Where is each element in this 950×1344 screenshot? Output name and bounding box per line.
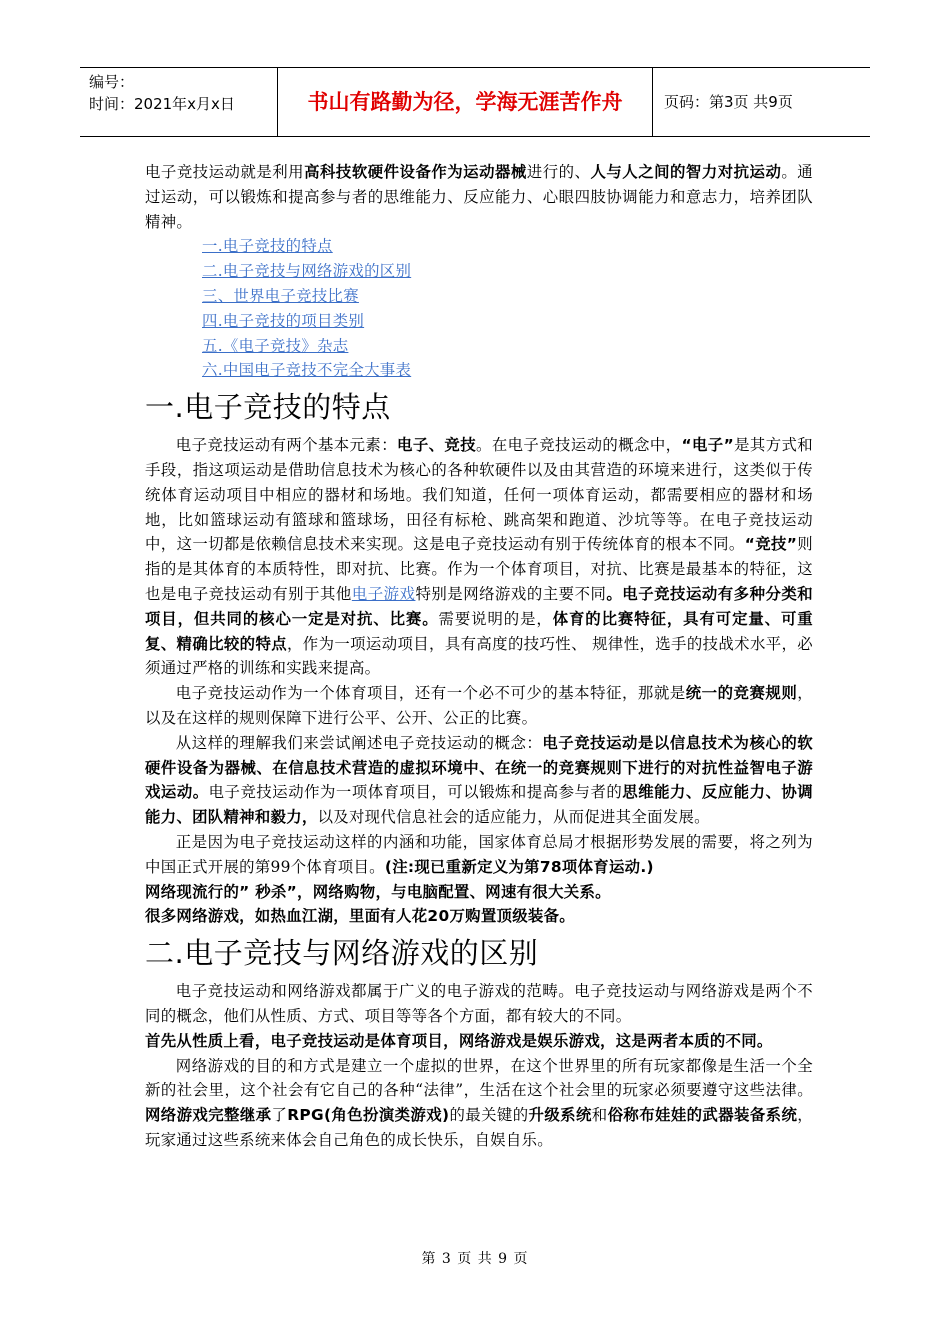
header-page-info: 页码：第3页 共9页 [664,93,793,111]
section-1-paragraph-2 [145,681,813,731]
text: 电子竞技运动作为一个体育项目，还有一个必不可少的基本特征，那就是 [175,684,686,703]
text: 正是因为电子竞技运动这样的内涵和功能，国家体育总局才根据形势发展的需要，将之列为中国正式开展的第99个体育项目。 [145,832,813,876]
bold-text: 电子竞技运动是以信息技术为核心的软硬件设备为器械、在信息技术营造的虚拟环境中、在统一的竞赛规则下进行的对抗性益智电子游戏运动。 [145,733,813,802]
toc-link-1[interactable]: 一.电子竞技的特点 [202,237,333,256]
page-footer: 第 3 页 共 9 页 [421,1251,529,1267]
bold-text: 很多网络游戏，如热血江湖，里面有人花20万购置顶级装备。 [145,907,575,926]
section-2-paragraph-2 [145,1029,813,1054]
header-motto: 书山有路勤为径，学海无涯苦作舟 [278,68,653,136]
header-meta-cell [80,68,278,136]
date-label: 时间：2021年x月x日 [89,95,235,113]
text: 需要说明的是， [438,609,553,628]
section-1-paragraph-1 [145,433,813,681]
section-2-paragraph-1: 电子竞技运动和网络游戏都属于广义的电子游戏的范畴。电子竞技运动与网络游戏是两个不同的概念，他们从性质、方式、项目等等各个方面，都有较大的不同。 [145,982,813,1025]
page-header [80,67,870,137]
toc-link-6[interactable]: 六.中国电子竞技不完全大事表 [202,361,412,380]
text: ，作为一项运动项目，具有高度的技巧性、 规律性，选手的技战术水平，必须通过严格的训练和实践来提高。 [145,634,813,678]
intro-text: 电子竞技运动就是利用 [145,163,305,181]
section-1-paragraph-5 [145,880,813,905]
text: 。在电子竞技运动的概念中， [476,436,682,455]
bold-text: (注:现已重新定义为第78项体育运动.) [384,857,654,876]
text: 从这样的理解我们来尝试阐述电子竞技运动的概念： [175,733,543,752]
bold-text: 电子、竞技 [397,436,477,455]
text: 的最关键的 [449,1106,529,1125]
section-2-paragraph-3 [145,1054,813,1153]
intro-bold: 人与人之间的智力对抗运动 [590,163,782,181]
bold-text: “竞技” [744,535,798,554]
table-of-contents [145,234,813,383]
text: 了 [271,1106,288,1125]
bold-text: 网络现流行的” 秒杀”，网络购物，与电脑配置、网速有很大关系。 [145,882,611,901]
text: 电子竞技运动有两个基本元素： [175,436,398,455]
number-label: 编号： [89,73,135,91]
toc-link-2[interactable]: 二.电子竞技与网络游戏的区别 [202,262,412,281]
bold-text: 网络游戏完整继承 [145,1106,272,1125]
bold-text: “电子” [681,436,734,455]
toc-link-3[interactable]: 三、世界电子竞技比赛 [202,286,359,305]
text: 则指的是其体育的本质特性，即对抗、比赛。作为一个体育项目，对抗、比赛是最基本的特征，这也是电子竞技运动有别于其他 [145,535,814,603]
section-1-paragraph-3 [145,731,813,830]
section-1-paragraph-6 [145,904,813,929]
text: 是其方式和手段，指这项运动是借助信息技术为核心的各种软硬件以及由其营造的环境来进行，这类似于传统体育运动项目中相应的器材和场地。我们知道，任何一项体育运动，都需要相应的器材和场地，比如篮球运动有篮球和篮球场，田径有标枪、跳高架和跑道、沙坑等等。在电子竞技运动中，这一切都是依赖信息技术来实现。这是电子竞技运动有别于传统体育的根本不同。 [145,436,813,554]
intro-paragraph [145,160,813,234]
intro-text: 进行的、 [526,163,591,181]
bold-text: 俗称布娃娃的武器装备系统 [607,1106,798,1125]
bold-text: 体育的比赛特征，具有可定量、可重复、精确比较的特点 [145,609,813,653]
bold-text: 升级系统 [528,1106,592,1125]
bold-text: 统一的竞赛规则 [685,684,798,703]
text: ，以及在这样的规则保障下进行公平、公开、公正的比赛。 [145,684,813,727]
bold-text: RPG(角色扮演类游戏) [287,1106,450,1125]
bold-text: 思维能力、反应能力、协调能力、团队精神和毅力， [145,783,813,827]
section-2-heading: 二.电子竞技与网络游戏的区别 [145,936,539,971]
bold-text: 首先从性质上看，电子竞技运动是体育项目，网络游戏是娱乐游戏，这是两者本质的不同。 [145,1031,773,1050]
text: 和 [591,1106,608,1125]
text: ，玩家通过这些系统来体会自己角色的成长快乐，自娱自乐。 [145,1106,813,1149]
intro-text: 。通过运动，可以锻炼和提高参与者的思维能力、反应能力、心眼四肢协调能力和意志力，培养团队精神。 [145,163,813,231]
toc-link-5[interactable]: 五.《电子竞技》杂志 [202,336,349,355]
bold-text: 。电子竞技运动有多种分类和项目，但共同的核心一定是对抗、比赛。 [145,584,813,628]
text: 网络游戏的目的和方式是建立一个虚拟的世界，在这个世界里的所有玩家都像是生活一个全新的社会里，这个社会有它自己的各种“法律”，生活在这个社会里的玩家必须要遵守这些法律。 [145,1056,813,1100]
text: 电子竞技运动作为一项体育项目，可以锻炼和提高参与者的 [208,783,623,802]
section-1-heading: 一.电子竞技的特点 [145,390,391,425]
text: 特别是网络游戏的主要不同 [415,584,607,603]
electronic-games-link[interactable]: 电子游戏 [351,584,416,603]
toc-link-4[interactable]: 四.电子竞技的项目类别 [202,311,365,330]
section-1-paragraph-4 [145,830,813,880]
text: 以及对现代信息社会的适应能力，从而促进其全面发展。 [317,808,710,827]
document-body [145,160,813,1153]
intro-bold: 高科技软硬件设备作为运动器械 [304,163,527,181]
